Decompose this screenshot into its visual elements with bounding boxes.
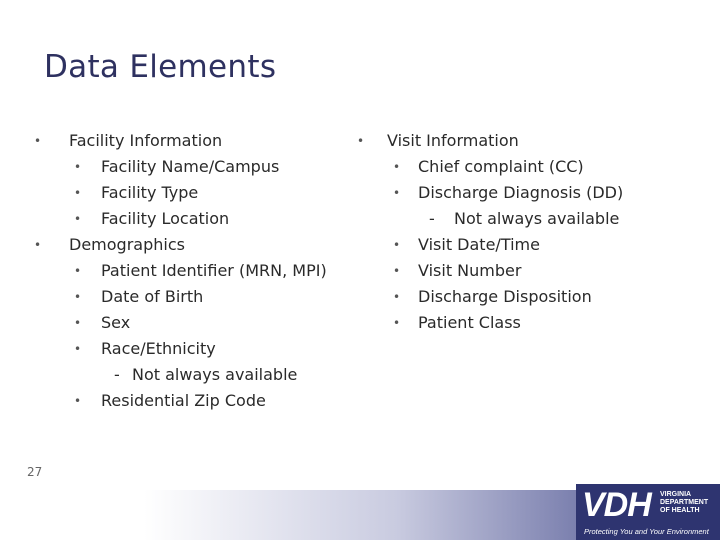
vdh-logo-tagline: Protecting You and Your Environment	[584, 527, 709, 536]
list-item: • Patient Class	[357, 310, 657, 336]
vdh-logo-abbr: VDH	[582, 486, 651, 524]
bullet-icon: •	[74, 316, 82, 330]
list-item: • Discharge Disposition	[357, 284, 657, 310]
list-item: • Facility Type	[34, 180, 354, 206]
left-column	[34, 128, 354, 414]
bullet-icon: •	[393, 238, 401, 252]
list-item: • Demographics	[34, 232, 354, 258]
bullet-icon: •	[74, 186, 82, 200]
list-item: • Visit Date/Time	[357, 232, 657, 258]
list-item: • Facility Location	[34, 206, 354, 232]
page-number: 27	[27, 465, 43, 479]
bullet-icon: •	[74, 290, 82, 304]
list-item: • Date of Birth	[34, 284, 354, 310]
bullet-icon: •	[74, 394, 82, 408]
list-item: • Discharge Diagnosis (DD)	[357, 180, 657, 206]
bullet-icon: •	[393, 264, 401, 278]
list-item: • Patient Identifier (MRN, MPI)	[34, 258, 354, 284]
bullet-icon: •	[393, 316, 401, 330]
bullet-icon: •	[74, 264, 82, 278]
list-item: • Visit Information	[357, 128, 657, 154]
list-item: • Visit Number	[357, 258, 657, 284]
list-item: • Race/Ethnicity	[34, 336, 354, 362]
dash-icon: -	[429, 209, 435, 228]
bullet-icon: •	[74, 342, 82, 356]
list-item: • Residential Zip Code	[34, 388, 354, 414]
bullet-icon: •	[393, 290, 401, 304]
bullet-icon: •	[34, 134, 42, 148]
bullet-icon: •	[393, 160, 401, 174]
bullet-icon: •	[34, 238, 42, 252]
dash-icon: -	[114, 365, 120, 384]
list-item-note: - Not always available	[357, 206, 657, 232]
bullet-icon: •	[74, 160, 82, 174]
bullet-icon: •	[74, 212, 82, 226]
right-column	[357, 128, 657, 336]
slide-title: Data Elements	[44, 49, 277, 85]
list-item: • Facility Information	[34, 128, 354, 154]
vdh-logo-name: VIRGINIA DEPARTMENT OF HEALTH	[660, 491, 709, 514]
list-item-note: - Not always available	[34, 362, 354, 388]
bullet-icon: •	[357, 134, 365, 148]
list-item: • Chief complaint (CC)	[357, 154, 657, 180]
list-item: • Facility Name/Campus	[34, 154, 354, 180]
list-item: • Sex	[34, 310, 354, 336]
bullet-icon: •	[393, 186, 401, 200]
